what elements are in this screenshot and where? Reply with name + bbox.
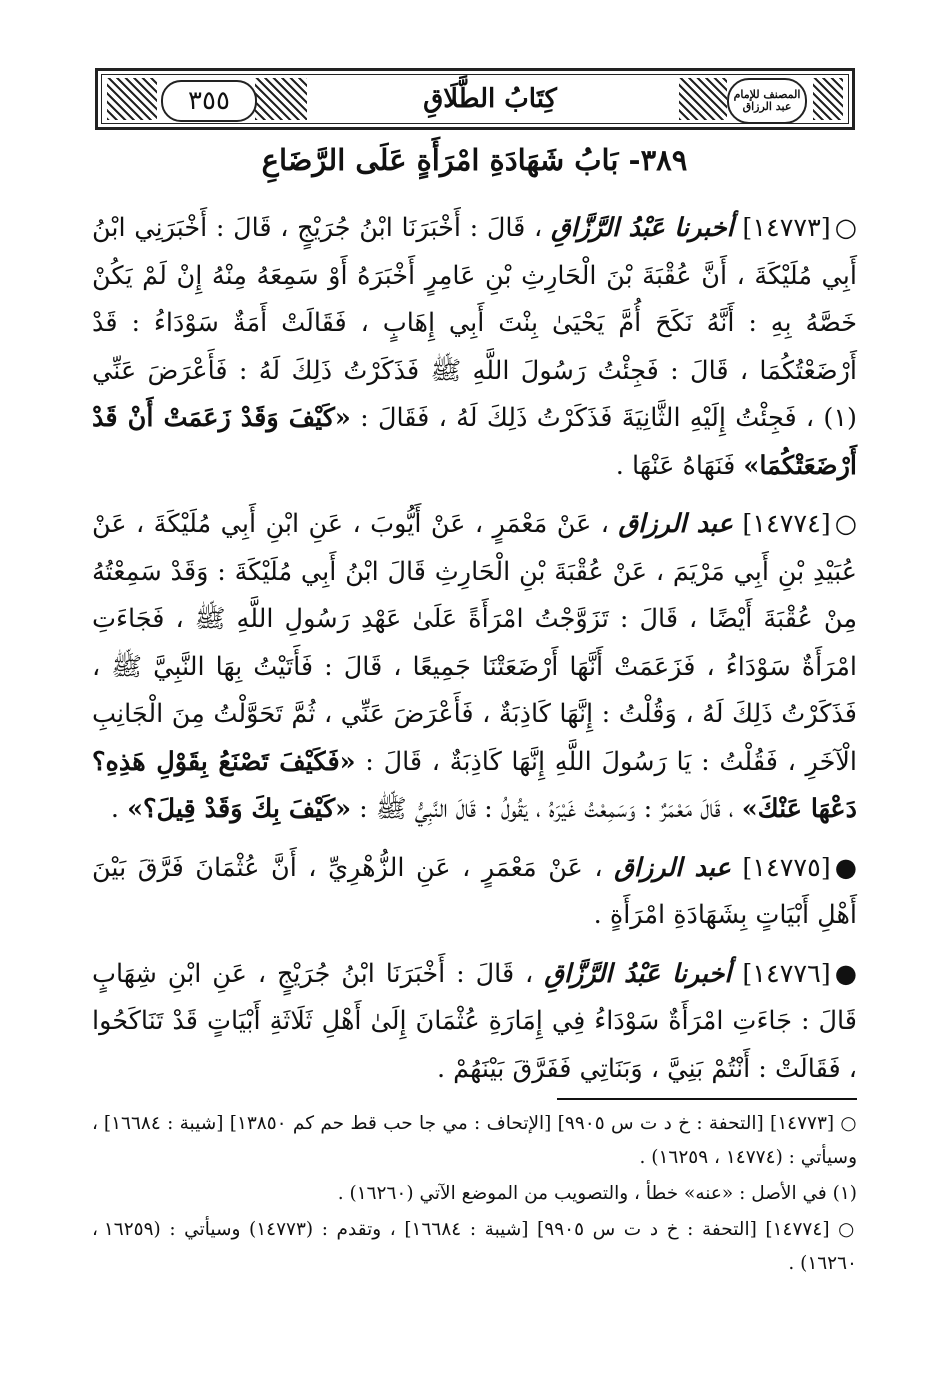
- entry-text: ، عَنْ مَعْمَرٍ ، عَنْ أَيُّوبَ ، عَنِ ابْنِ أَبِي مُلَيْكَةَ ، عَنْ عُبَيْدِ بْنِ أَبِي مَرْيَمَ ، عَنْ عُقْبَةَ بْنِ الْحَارِثِ قَالَ ابْنُ أَبِي مُلَيْكَةَ : وَقَدْ سَمِعْتُهُ مِنْ عُقْبَةَ أَيْضًا ، قَالَ : تَزَوَّجْتُ امْرَأَةً عَلَىٰ عَهْدِ رَسُولِ اللَّهِ ﷺ ، فَجَاءَتِ امْرَأَةٌ سَوْدَاءُ ، فَزَعَمَتْ أَنَّهَا أَرْضَعَتْنَا جَمِيعًا ، قَالَ : فَأَتَيْتُ بِهَا النَّبِيَّ ﷺ ، فَذَكَرْتُ ذَلِكَ لَهُ ، وَقُلْتُ : إِنَّهَا كَاذِبَةٌ ، فَأَعْرَضَ عَنِّي ، ثُمَّ تَحَوَّلْتُ مِنَ الْجَانِبِ الْآخَرِ ، فَقُلْتُ : يَا رَسُولَ اللَّهِ إِنَّهَا كَاذِبَةٌ ، قَالَ :: [92, 509, 858, 777]
- ornament-left-outer: [107, 78, 157, 120]
- hadith-entry: [92, 845, 857, 940]
- page-header: [95, 68, 855, 130]
- entry-marker-icon: ○: [834, 213, 858, 243]
- entry-quote: «فَكَيْفَ تَصْنَعُ بِقَوْلِ هَذِهِ؟ دَعْهَا عَنْكَ»: [92, 746, 857, 824]
- entry-number: [١٤٧٧٦]: [742, 958, 831, 989]
- hadith-entry: [92, 501, 857, 834]
- entry-author: أخبرنا عَبْدُ الرَّزَّاقِ: [550, 213, 734, 243]
- footnote-divider: [557, 1098, 857, 1100]
- book-emblem: المصنف للإمام عبد الرزاق: [727, 78, 807, 124]
- entry-text: ، عَنْ مَعْمَرٍ ، عَنِ الزُّهْرِيِّ ، أَنَّ عُثْمَانَ فَرَّقَ بَيْنَ أَهْلِ أَبْيَاتٍ بِشَهَادَةِ امْرَأَةٍ .: [92, 852, 857, 930]
- entry-author: أخبرنا عَبْدُ الرَّزَّاقِ: [544, 958, 732, 989]
- entry-marker-icon: ○: [834, 509, 857, 539]
- ornament-right-inner: [679, 78, 727, 120]
- ornament-right-outer: [813, 78, 843, 120]
- entry-tail: ، قَالَ مَعْمَرٌ : وَسَمِعْتُ غَيْرَهُ ، يَقُولُ : قَالَ النَّبِيُّ ﷺ :: [359, 794, 734, 824]
- entry-text: ، قَالَ : أَخْبَرَنَا ابْنُ جُرَيْجٍ ، قَالَ : أَخْبَرَنِي ابْنُ أَبِي مُلَيْكَةَ ، أَنَّ عُقْبَةَ بْنَ الْحَارِثِ بْنِ عَامِرٍ أَخْبَرَهُ أَوْ سَمِعَهُ مِنْهُ إِنْ لَمْ يَكُنْ خَصَّهُ بِهِ : أَنَّهُ نَكَحَ أُمَّ يَحْيَىٰ بِنْتَ أَبِي إِهَابٍ ، فَقَالَتْ أَمَةٌ سَوْدَاءُ : قَدْ أَرْضَعْتُكُمَا ، قَالَ : فَجِئْتُ رَسُولَ اللَّهِ ﷺ فَذَكَرْتُ ذَلِكَ لَهُ : فَأَعْرَضَ عَنِّي (١) ، فَجِئْتُ إِلَيْهِ الثَّانِيَةَ فَذَكَرْتُ ذَلِكَ لَهُ ، فَقَالَ :: [92, 213, 857, 433]
- entry-number: [١٤٧٧٥]: [742, 852, 831, 883]
- footnote: ○ [١٤٧٧٣] [التحفة : خ د ت س ٩٩٠٥] [الإتحاف : مي جا حب قط حم كم ١٣٨٥٠] [شيبة : ١٦٦٨٤] ، وسيأتي : (١٤٧٧٤ ، ١٦٢٥٩) .: [92, 1113, 857, 1168]
- entry-text: ، قَالَ : أَخْبَرَنَا ابْنُ جُرَيْجٍ ، عَنِ ابْنِ شِهَابٍ قَالَ : جَاءَتِ امْرَأَةٌ سَوْدَاءُ فِي إِمَارَةِ عُثْمَانَ إِلَىٰ أَهْلِ ثَلَاثَةِ أَبْيَاتٍ قَدْ تَنَاكَحُوا ، فَقَالَتْ : أَنْتُمْ بَنِيَّ ، وَبَنَاتِي فَفَرَّقَ بَيْنَهُمْ .: [92, 958, 857, 1084]
- entry-author: عبد الرزاق: [614, 852, 731, 883]
- footnotes: [92, 1107, 857, 1283]
- book-title: كِتَابُ الطَّلَاقِ: [423, 84, 557, 114]
- entry-tail-2: .: [110, 794, 119, 824]
- entry-number: [١٤٧٧٣]: [742, 213, 831, 243]
- hadith-body: [92, 205, 857, 1104]
- chapter-heading: ٣٨٩- بَابُ شَهَادَةِ امْرَأَةٍ عَلَى الرَّضَاعِ: [261, 143, 688, 177]
- ornament-left-inner: [255, 78, 307, 120]
- entry-marker-icon: ●: [834, 852, 857, 883]
- entry-number: [١٤٧٧٤]: [742, 509, 831, 539]
- entry-author: عبد الرزاق: [618, 509, 733, 539]
- footnote: ○ [١٤٧٧٤] [التحفة : خ د ت س ٩٩٠٥] [شيبة : ١٦٦٨٤] ، وتقدم : (١٤٧٧٣) وسيأتي : (١٦٢٥٩ ، ١٦٢٦٠) .: [92, 1219, 857, 1274]
- entry-quote-2: «كَيْفَ بِكَ وَقَدْ قِيلَ؟»: [127, 794, 352, 824]
- page-number: ٣٥٥: [161, 80, 257, 122]
- entry-marker-icon: ●: [834, 958, 857, 989]
- hadith-entry: [92, 951, 857, 1094]
- entry-quote: «كَيْفَ وَقَدْ زَعَمَتْ أَنْ قَدْ أَرْضَعَتْكُمَا»: [92, 403, 857, 481]
- footnote: (١) في الأصل : «عنه» خطأ ، والتصويب من الموضع الآتي (١٦٢٦٠) .: [337, 1183, 857, 1204]
- hadith-entry: [92, 205, 857, 490]
- entry-tail: فَنَهَاهُ عَنْهَا .: [615, 450, 736, 481]
